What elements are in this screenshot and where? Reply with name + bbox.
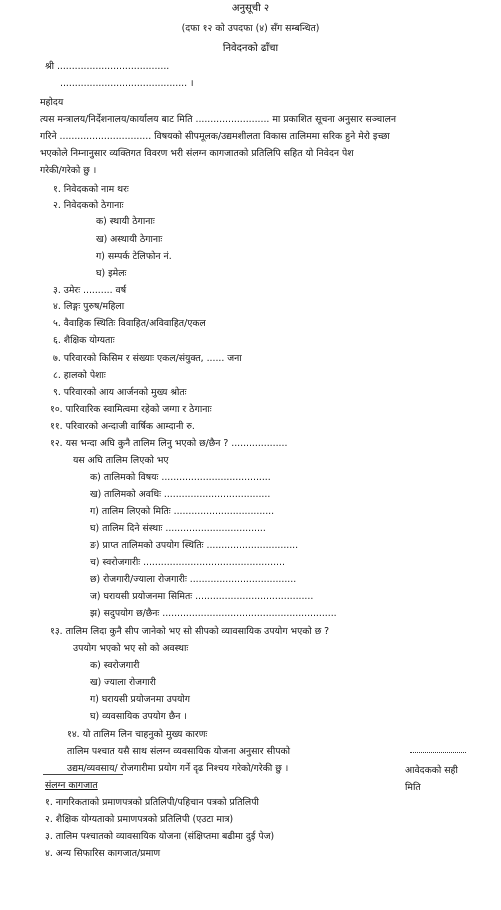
- intro-line: त्यस मन्त्रालय/निर्देशनालय/कार्यालय बाट मिति ......................... मा प्रकाशित सूचना अनुसार सञ्चालन: [40, 114, 397, 125]
- signature-line: [410, 752, 466, 753]
- form-item: ८. हालको पेशाः: [53, 370, 106, 381]
- form-item: यस अघि तालिम लिएको भए: [73, 455, 169, 466]
- form-item: छ) रोजगारी/ज्याला रोजगारीः ....................................: [90, 574, 297, 585]
- form-item: ग) तालिम लिएको मितिः ..................................: [90, 506, 275, 517]
- form-item: ३. उमेरः .......... वर्ष: [53, 285, 127, 296]
- form-item: ख) अस्थायी ठेगानाः: [96, 234, 163, 245]
- form-item: ङ) प्राप्त तालिमको उपयोग स्थितिः ...............................: [90, 540, 299, 551]
- form-item: १२. यस भन्दा अघि कुनै तालिम लिनु भएको छ/छैन ? ...................: [50, 438, 288, 449]
- form-item: क) स्थायी ठेगानाः: [96, 216, 155, 227]
- form-item: घ) इमेलः: [96, 268, 127, 279]
- form-item: १०. पारिवारिक स्वामित्वमा रहेको जग्गा र ठेगानाः: [50, 404, 212, 415]
- form-item: घ) तालिम दिने संस्थाः ..................................: [90, 523, 266, 534]
- form-item: च) स्वरोजगारीः ................................................: [90, 557, 285, 568]
- form-item: क) तालिमको विषयः .....................................: [90, 472, 271, 483]
- attachment-item: ४. अन्य सिफारिस कागजात/प्रमाण: [45, 848, 161, 859]
- form-item: ११. परिवारको अन्दाजी वार्षिक आम्दानी रु.: [50, 421, 195, 432]
- form-item: ज) घरायसी प्रयोजनमा सिमितः ........................................: [90, 591, 314, 602]
- attachment-item: १. नागरिकताको प्रमाणपत्रको प्रतिलिपी/पहिचान पत्रको प्रतिलिपी: [45, 797, 259, 808]
- attachments-heading: संलग्न कागजात: [45, 780, 98, 791]
- section-reference: (दफा १२ को उपदफा (४) सँग सम्बन्धित): [181, 23, 320, 34]
- form-item: ७. परिवारको किसिम र संख्याः एकल/संयुक्त, ...... जना: [53, 353, 242, 364]
- form-title: निवेदनको ढाँचा: [222, 43, 279, 54]
- form-item: ख) ज्याला रोजगारी: [90, 677, 156, 688]
- form-item: ६. शैक्षिक योग्यताः: [53, 335, 115, 346]
- intro-line: गरिने ............................... विषयको सीपमूलक/उद्यमशीलता विकास तालिममा सरिक हुने मेरो इच्छा: [40, 131, 390, 142]
- form-item: ग) घरायसी प्रयोजनमा उपयोग: [90, 694, 191, 705]
- form-item: घ) व्यवसायिक उपयोग छैन ।: [90, 711, 187, 722]
- divider: [43, 774, 123, 775]
- address-line-1: श्री ......................................: [45, 61, 170, 72]
- date-label: मिति: [405, 782, 421, 793]
- attachment-item: ३. तालिम पश्चातको व्यावसायिक योजना (संक्षिप्तमा बढीमा दुई पेज): [45, 831, 275, 842]
- applicant-signature-label: आवेदकको सही: [405, 765, 458, 776]
- form-item: १४. यो तालिम लिन चाहनुको मुख्य कारणः: [67, 729, 208, 740]
- salutation: महोदय: [40, 97, 64, 108]
- address-line-2: ........................................... ।: [60, 78, 194, 89]
- form-item: १. निवेदकको नाम थरः: [53, 184, 129, 195]
- form-item: ५. वैवाहिक स्थितिः विवाहित/अविवाहित/एकल: [53, 318, 206, 329]
- form-item: तालिम पश्चात यसै साथ संलग्न व्यवसायिक योजना अनुसार सीपको: [67, 746, 291, 757]
- intro-line: भएकोले निम्नानुसार व्यक्तिगत विवरण भरी संलग्न कागजातको प्रतिलिपि सहित यो निवेदन पेश: [40, 148, 354, 159]
- schedule-title: अनुसूची २: [231, 3, 270, 14]
- form-item: १३. तालिम लिदा कुनै सीप जानेको भए सो सीपको व्यावसायिक उपयोग भएको छ ?: [50, 626, 330, 637]
- form-item: उपयोग भएको भए सो को अवस्थाः: [73, 643, 189, 654]
- form-item: ख) तालिमको अवधिः ....................................: [90, 489, 271, 500]
- intro-line: गरेकी/गरेको छु ।: [40, 165, 97, 176]
- form-item: ९. परिवारको आय आर्जनको मुख्य श्रोतः: [53, 387, 187, 398]
- attachment-item: २. शैक्षिक योग्यताको प्रमाणपत्रको प्रतिलिपी (एउटा मात्र): [45, 814, 234, 825]
- form-item: उद्यम/व्यवसाय/ रोजगारीमा प्रयोग गर्ने दृढ निश्चय गरेको/गरेकी छु ।: [67, 763, 289, 774]
- form-item: ग) सम्पर्क टेलिफोन नं.: [96, 251, 172, 262]
- form-item: ४. लिङ्गः पुरुष/महिला: [53, 301, 125, 312]
- form-item: झ) सदुपयोग छ/छैनः ...........................................................: [90, 608, 337, 619]
- form-item: क) स्वरोजगारी: [90, 660, 140, 671]
- form-item: २. निवेदकको ठेगानाः: [53, 200, 124, 211]
